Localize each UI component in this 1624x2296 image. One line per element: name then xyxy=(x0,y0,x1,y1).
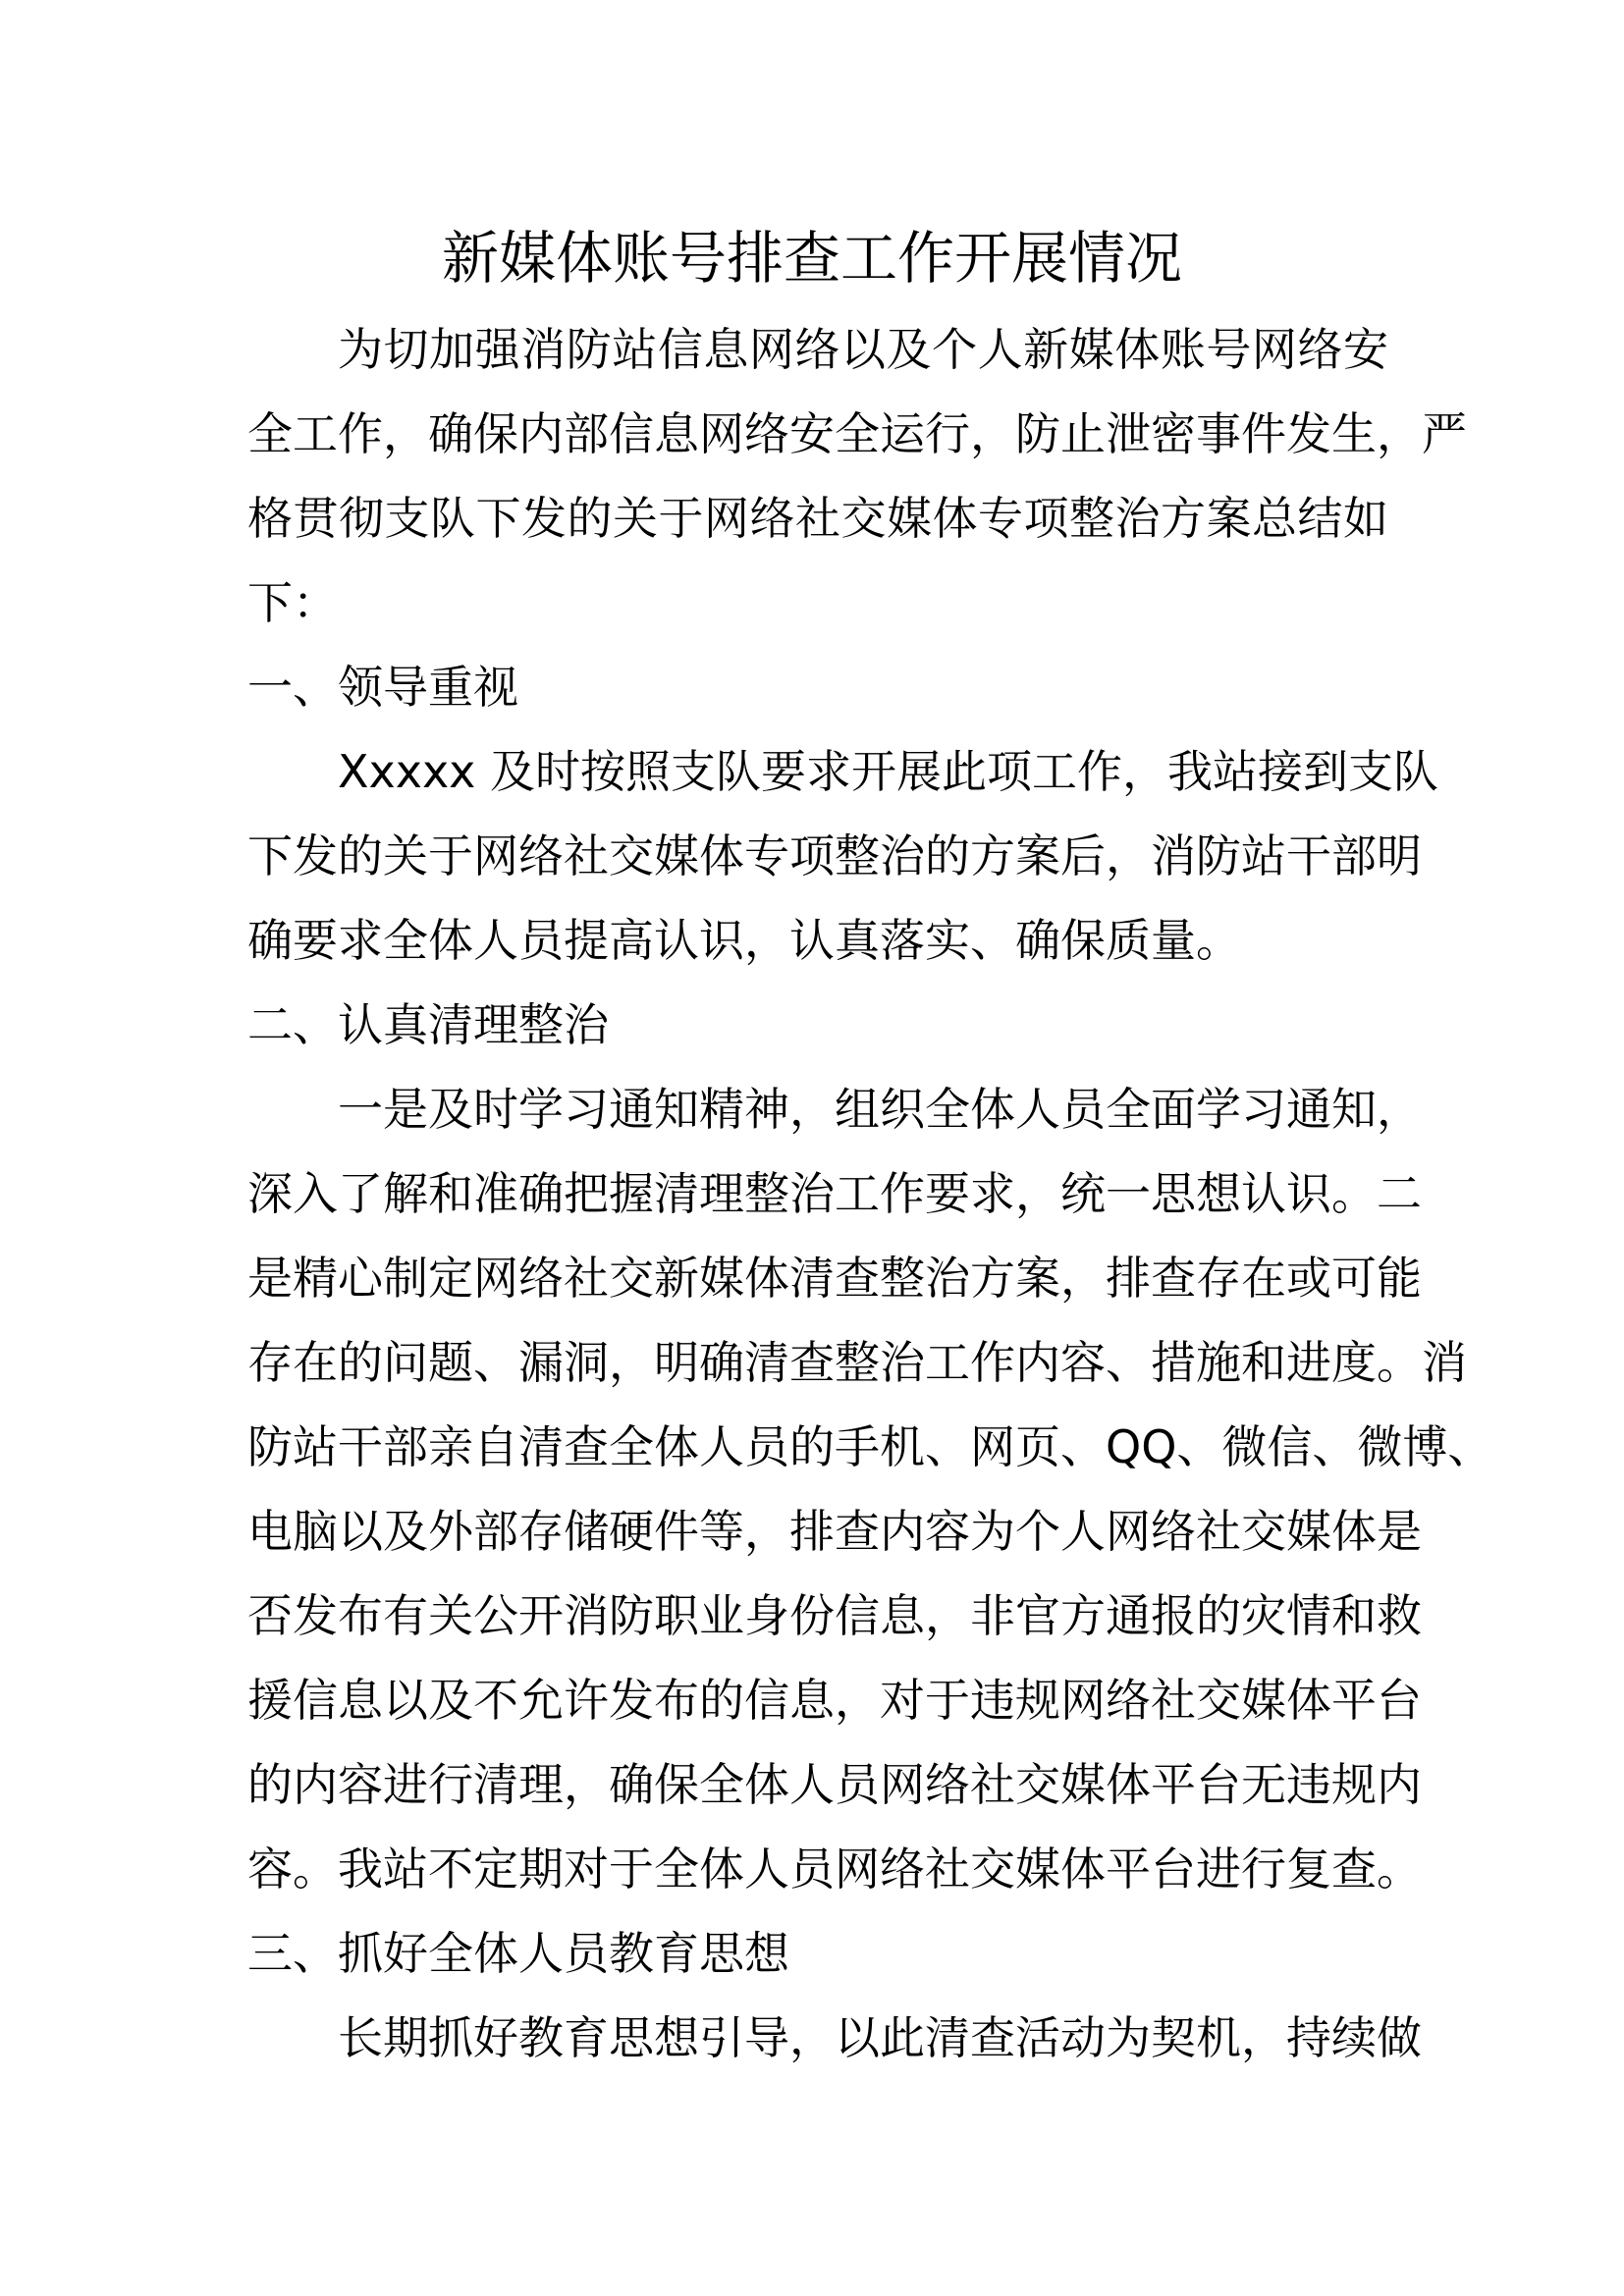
document-title: 新媒体账号排查工作开展情况 xyxy=(441,225,1182,292)
paragraph-line: 下发的关于网络社交媒体专项整治的方案后，消防站干部明 xyxy=(247,829,1422,882)
paragraph-line: 一是及时学习通知精神，组织全体人员全面学习通知， xyxy=(338,1083,1422,1136)
paragraph-line: 下： xyxy=(247,576,338,629)
paragraph-line: 全工作，确保内部信息网络安全运行，防止泄密事件发生，严 xyxy=(247,407,1467,460)
paragraph-line: 存在的问题、漏洞，明确清查整治工作内容、措施和进度。消 xyxy=(247,1336,1467,1389)
paragraph-line: 的内容进行清理，确保全体人员网络社交媒体平台无违规内 xyxy=(247,1758,1422,1811)
paragraph-line: 电脑以及外部存储硬件等，排查内容为个人网络社交媒体是 xyxy=(247,1505,1422,1558)
section-heading: 二、认真清理整治 xyxy=(247,998,609,1051)
paragraph-line: 援信息以及不允许发布的信息，对于违规网络社交媒体平台 xyxy=(247,1674,1422,1727)
paragraph-line: 防站干部亲自清查全体人员的手机、网页、QQ、微信、微博、 xyxy=(247,1420,1493,1473)
paragraph-line: 容。我站不定期对于全体人员网络社交媒体平台进行复查。 xyxy=(247,1842,1422,1896)
paragraph-line: 否发布有关公开消防职业身份信息，非官方通报的灾情和救 xyxy=(247,1589,1422,1642)
document-body xyxy=(247,307,1493,2080)
paragraph-line: 是精心制定网络社交新媒体清查整治方案，排查存在或可能 xyxy=(247,1252,1422,1305)
paragraph-line: 确要求全体人员提高认识，认真落实、确保质量。 xyxy=(247,914,1241,967)
paragraph-line: 为切加强消防站信息网络以及个人新媒体账号网络安 xyxy=(338,323,1388,376)
paragraph-line: 长期抓好教育思想引导，以此清查活动为契机，持续做 xyxy=(338,2011,1422,2064)
paragraph-line: 格贯彻支队下发的关于网络社交媒体专项整治方案总结如 xyxy=(247,492,1388,545)
section-heading: 一、领导重视 xyxy=(247,661,518,714)
paragraph-line: Xxxxx 及时按照支队要求开展此项工作，我站接到支队 xyxy=(338,745,1439,798)
paragraph-line: 深入了解和准确把握清理整治工作要求，统一思想认识。二 xyxy=(247,1167,1422,1220)
section-heading: 三、抓好全体人员教育思想 xyxy=(247,1927,789,1980)
